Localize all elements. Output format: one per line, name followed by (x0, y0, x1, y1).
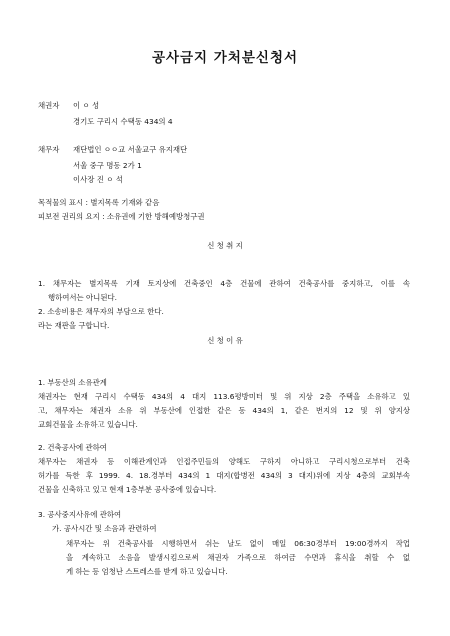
reason-2-line-1: 채무자는 채권자 등 이해관계인과 인접주민들의 양해도 구하지 아니하고 구리시청으로부터 건축 (38, 457, 410, 466)
protected-right-summary: 피보전 권리의 요지 : 소유권에 기한 방해예방청구권 (38, 212, 205, 221)
reason-2-heading: 2. 건축공사에 관하여 (38, 443, 107, 452)
reason-2-line-3: 건물을 신축하고 있고 현재 1층부분 공사중에 있습니다. (38, 485, 217, 494)
reason-1-line-2: 고, 채무자는 채권자 소유 위 부동산에 인접한 같은 동 434의 1, 같은 번지의 12 및 위 양지상 (38, 406, 410, 415)
creditor-address: 경기도 구리시 수택동 434의 4 (73, 117, 173, 126)
creditor-name: 이 ㅇ 성 (73, 101, 100, 110)
object-description: 목적물의 표시 : 별지목록 기재와 같음 (38, 198, 160, 207)
reason-1-heading: 1. 부동산의 소유관계 (38, 378, 107, 387)
reason-3-subheading: 가. 공사시간 및 소음과 관련하여 (52, 524, 157, 533)
reason-3-line-1: 채무자는 위 건축공사를 시행하면서 쉬는 날도 없이 매일 06:30경부터 19:00경까지 작업 (66, 539, 410, 548)
document-title: 공사금지 가처분신청서 (151, 50, 299, 66)
reason-2-line-2: 허가를 득한 후 1999. 4. 18.경부터 434의 1 대지(합병전 434의 3 대지)위에 지상 4층의 교회부속 (38, 471, 410, 480)
reason-3-line-2: 을 계속하고 소음을 발생시킴으로써 채권자 가족으로 하여금 수면과 휴식을 취할 수 없 (66, 553, 410, 562)
debtor-name: 재단법인 ㅇㅇ교 서울교구 유지재단 (73, 145, 188, 154)
purpose-item-1-line-1: 1. 채무자는 별지목록 기재 토지상에 건축중인 4층 건물에 관하여 건축공사를 중지하고, 이를 속 (38, 279, 410, 288)
reason-1-line-1: 채권자는 현재 구리시 수택동 434의 4 대지 113.6평방미터 및 위 지상 2층 주택을 소유하고 있 (38, 392, 410, 401)
purpose-item-2: 2. 소송비용은 채무자의 부담으로 한다. (38, 307, 164, 316)
reason-3-heading: 3. 공사중지사유에 관하여 (38, 510, 122, 519)
debtor-representative: 이사장 진 ㅇ 석 (73, 175, 123, 184)
creditor-label: 채권자 (38, 101, 60, 110)
debtor-label: 채무자 (38, 145, 60, 154)
section-heading-purpose: 신 청 취 지 (207, 241, 243, 250)
purpose-closing: 라는 재판을 구합니다. (38, 321, 110, 330)
reason-3-line-3: 게 하는 등 엄청난 스트레스를 받게 하고 있습니다. (66, 567, 228, 576)
section-heading-reason: 신 청 이 유 (207, 336, 243, 345)
purpose-item-1-line-2: 행하여서는 아니된다. (48, 293, 117, 302)
debtor-address: 서울 중구 명동 2가 1 (73, 161, 142, 170)
reason-1-line-3: 교회건물을 소유하고 있습니다. (38, 420, 138, 429)
